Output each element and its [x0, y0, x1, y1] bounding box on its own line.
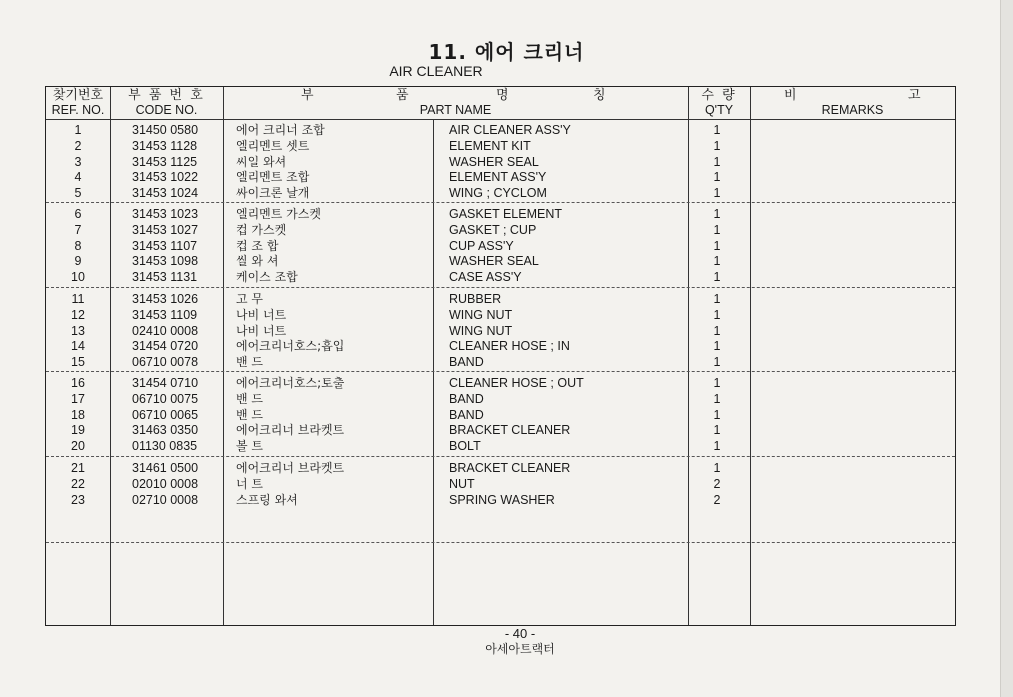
part-name-eng: GASKET ; CUP [449, 222, 537, 237]
code-no: 06710 0065 [132, 407, 199, 422]
group-separator [46, 371, 955, 372]
part-name-kor: 컵 가스켓 [236, 222, 287, 237]
code-no: 31453 1026 [132, 292, 199, 306]
quantity: 1 [713, 355, 721, 370]
ref-no: 19 [71, 423, 85, 438]
part-name-kor: 엘리멘트 조합 [236, 170, 310, 185]
code-no: 31453 1109 [132, 307, 198, 322]
header-ref-eng: REF. NO. [51, 103, 105, 117]
part-name-eng: NUT [449, 476, 475, 491]
quantity: 1 [713, 270, 721, 285]
page-title: 11. 에어 크리너 [428, 40, 585, 64]
part-name-eng: BAND [449, 355, 484, 370]
ref-no: 21 [71, 461, 85, 475]
header-part-kor-3: 명 [496, 88, 511, 103]
part-name-eng: BRACKET CLEANER [449, 461, 571, 475]
quantity: 1 [713, 238, 721, 253]
part-name-eng: WING ; CYCLOM [449, 186, 547, 201]
page-number: - 40 - [504, 626, 536, 641]
part-name-kor: 에어크리너 브라켓트 [236, 461, 345, 475]
part-name-eng: ELEMENT KIT [449, 138, 531, 153]
code-no: 31461 0500 [132, 461, 199, 475]
part-name-eng: CASE ASS'Y [449, 270, 522, 285]
divider-partname-qty [688, 87, 689, 625]
group-separator [46, 202, 955, 203]
ref-no: 9 [74, 254, 82, 269]
code-no: 31450 0580 [132, 123, 199, 137]
part-name-eng: SPRING WASHER [449, 492, 555, 507]
ref-no: 1 [74, 123, 82, 137]
group-separator [46, 456, 955, 457]
code-no: 06710 0075 [132, 391, 199, 406]
code-no: 31454 0710 [132, 376, 199, 390]
part-name-eng: BRACKET CLEANER [449, 423, 571, 438]
quantity: 1 [713, 207, 721, 221]
ref-no: 23 [71, 492, 85, 507]
quantity: 1 [713, 154, 721, 169]
part-name-kor: 밴 드 [236, 355, 263, 370]
header-remarks-kor-2: 고 [908, 88, 923, 103]
code-no: 31453 1107 [132, 238, 198, 253]
group-separator [46, 287, 955, 288]
quantity: 1 [713, 439, 721, 454]
part-name-eng: BOLT [449, 439, 481, 454]
parts-table [45, 86, 956, 626]
code-no: 31453 1128 [132, 138, 198, 153]
part-name-eng: BAND [449, 407, 484, 422]
quantity: 1 [713, 170, 721, 185]
header-ref-kor: 찾기번호 [52, 88, 104, 103]
part-name-kor: 엘리멘트 셋트 [236, 138, 310, 153]
page-subtitle: AIR CLEANER [389, 63, 483, 79]
ref-no: 5 [74, 186, 82, 201]
quantity: 1 [713, 222, 721, 237]
ref-no: 10 [71, 270, 85, 285]
ref-no: 3 [74, 154, 82, 169]
quantity: 1 [713, 292, 721, 306]
page-edge [1000, 0, 1013, 697]
code-no: 31453 1024 [132, 186, 199, 201]
ref-no: 7 [74, 222, 82, 237]
quantity: 1 [713, 138, 721, 153]
part-name-kor: 고 무 [236, 292, 263, 306]
ref-no: 16 [71, 376, 85, 390]
quantity: 1 [713, 407, 721, 422]
part-name-kor: 밴 드 [236, 391, 263, 406]
part-name-kor: 볼 트 [236, 439, 263, 454]
part-name-kor: 씰 와 셔 [236, 254, 279, 269]
ref-no: 6 [74, 207, 82, 221]
part-name-eng: CLEANER HOSE ; OUT [449, 376, 584, 390]
quantity: 1 [713, 339, 721, 354]
part-name-kor: 에어크리너호스;흡입 [236, 339, 345, 354]
header-code-kor: 부 품 번 호 [128, 88, 205, 103]
ref-no: 22 [71, 476, 85, 491]
code-no: 01130 0835 [132, 439, 198, 454]
part-name-eng: WING NUT [449, 307, 513, 322]
ref-no: 14 [71, 339, 85, 354]
code-no: 31463 0350 [132, 423, 199, 438]
code-no: 31453 1098 [132, 254, 199, 269]
ref-no: 12 [71, 307, 85, 322]
code-no: 02710 0008 [132, 492, 199, 507]
code-no: 31453 1125 [132, 154, 198, 169]
code-no: 31453 1131 [132, 270, 198, 285]
group-separator [46, 542, 955, 543]
part-name-kor: 컵 조 합 [236, 238, 279, 253]
part-name-kor: 스프링 와셔 [236, 492, 298, 507]
brand-name: 아세아트랙터 [485, 642, 555, 656]
ref-no: 8 [74, 238, 82, 253]
part-name-eng: WASHER SEAL [449, 154, 539, 169]
quantity: 1 [713, 186, 721, 201]
code-no: 31454 0720 [132, 339, 199, 354]
part-name-eng: CUP ASS'Y [449, 238, 514, 253]
header-part-kor-1: 부 [301, 88, 316, 103]
ref-no: 2 [74, 138, 82, 153]
header-part-kor-2: 품 [396, 88, 411, 103]
header-part-eng: PART NAME [419, 103, 492, 117]
part-name-eng: GASKET ELEMENT [449, 207, 562, 221]
quantity: 1 [713, 323, 721, 338]
part-name-eng: RUBBER [449, 292, 502, 306]
divider-ref [110, 87, 111, 625]
quantity: 1 [713, 254, 721, 269]
part-name-eng: WING NUT [449, 323, 513, 338]
part-name-eng: CLEANER HOSE ; IN [449, 339, 570, 354]
ref-no: 4 [74, 170, 82, 185]
header-qty-eng: Q'TY [704, 103, 734, 117]
ref-no: 13 [71, 323, 85, 338]
code-no: 02010 0008 [132, 476, 199, 491]
header-code-eng: CODE NO. [135, 103, 198, 117]
divider-part-name [433, 119, 434, 625]
header-qty-kor: 수 량 [701, 88, 737, 103]
quantity: 1 [713, 461, 721, 475]
part-name-kor: 밴 드 [236, 407, 263, 422]
code-no: 31453 1022 [132, 170, 199, 185]
ref-no: 11 [71, 292, 85, 306]
part-name-eng: BAND [449, 391, 484, 406]
header-remarks-eng: REMARKS [821, 103, 884, 117]
code-no: 31453 1023 [132, 207, 199, 221]
quantity: 1 [713, 423, 721, 438]
part-name-kor: 케이스 조합 [236, 270, 298, 285]
header-remarks-kor-1: 비 [784, 88, 799, 103]
ref-no: 18 [71, 407, 85, 422]
part-name-kor: 에어크리너호스;토출 [236, 376, 345, 390]
part-name-kor: 씨일 와셔 [236, 154, 287, 169]
quantity: 1 [713, 123, 721, 137]
part-name-eng: AIR CLEANER ASS'Y [449, 123, 571, 137]
part-name-kor: 싸이크론 날개 [236, 186, 310, 201]
part-name-kor: 너 트 [236, 476, 263, 491]
quantity: 1 [713, 391, 721, 406]
code-no: 02410 0008 [132, 323, 199, 338]
part-name-eng: ELEMENT ASS'Y [449, 170, 547, 185]
header-part-kor-4: 칭 [593, 88, 608, 103]
quantity: 1 [713, 307, 721, 322]
part-name-kor: 에어 크리너 조합 [236, 123, 325, 137]
quantity: 1 [713, 376, 721, 390]
part-name-kor: 에어크리너 브라켓트 [236, 423, 345, 438]
divider-code [223, 87, 224, 625]
part-name-kor: 나비 너트 [236, 307, 287, 322]
part-name-kor: 나비 너트 [236, 323, 287, 338]
part-name-kor: 엘리멘트 가스켓 [236, 207, 321, 221]
quantity: 2 [713, 492, 721, 507]
quantity: 2 [713, 476, 721, 491]
ref-no: 20 [71, 439, 85, 454]
ref-no: 15 [71, 355, 85, 370]
divider-qty-remarks [750, 87, 751, 625]
code-no: 31453 1027 [132, 222, 199, 237]
part-name-eng: WASHER SEAL [449, 254, 539, 269]
ref-no: 17 [71, 391, 85, 406]
code-no: 06710 0078 [132, 355, 199, 370]
header-separator [46, 119, 955, 120]
